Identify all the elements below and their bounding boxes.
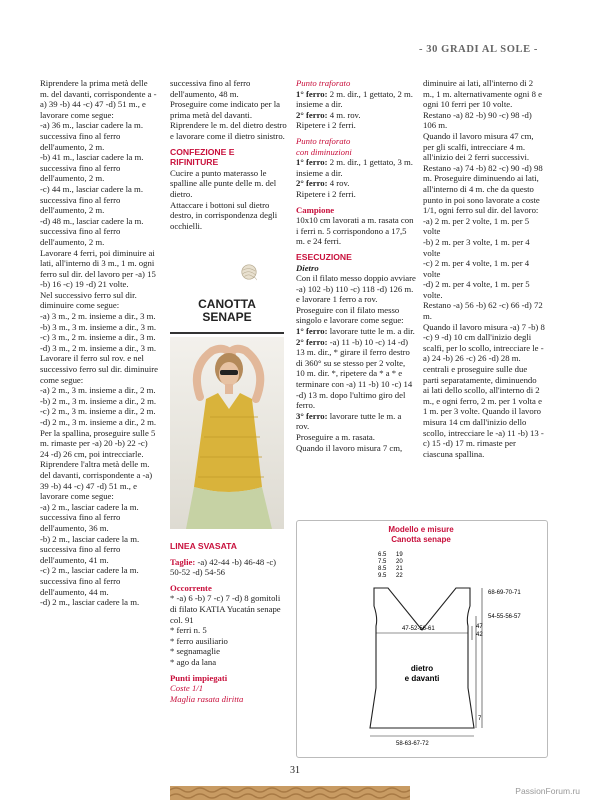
paragraph: -d) 2 m., 3 m. insieme a dir., 2 m. [40,417,157,427]
paragraph: -b) 2 m., lasciar cadere la m. successiva fino al ferro dell'aumento, 41 m. [40,533,140,565]
diagram-svg [296,548,546,754]
paragraph: Attaccare i bottoni sul dietro destro, in corrispondenza degli occhielli. [170,199,278,231]
instruction-row [296,157,416,178]
yarn-ball-icon [240,263,258,281]
paragraph: Nel successivo ferro sul dir. diminuire come segue: [40,289,137,311]
piece-label-2: e davanti [404,674,440,683]
instruction-row [296,337,416,411]
watermark-text: PassionForum.ru [515,786,580,796]
coste-heading: Coste 1/1 [170,683,204,694]
row-text: Quando il lavoro misura 7 cm, [296,442,403,453]
row-label: 2° ferro: [296,336,328,347]
diagram-title [296,525,546,545]
paragraph: -c) 2 m., 3 m. insieme a dir., 2 m. [40,406,156,417]
paragraph: Restano -a) 82 -b) 90 -c) 98 -d) 106 m. [423,109,532,131]
maglia-heading: Maglia rasata diritta [170,693,244,704]
row-text: 4 rov. [327,178,350,189]
column-2 [170,78,288,231]
campione-heading: Campione [296,204,335,215]
paragraph: -c) 3 m., 2 m. insieme a dir., 3 m. [40,332,156,343]
paragraph: -d) 3 m., 2 m. insieme a dir., 3 m. [40,342,157,353]
v42-label: 42 [476,632,483,638]
paragraph: -a) 2 m. per 2 volte, 1 m. per 5 volte [423,215,530,237]
taglie-label: Taglie: [170,556,196,567]
diagram-left-label: 8.5 [378,566,387,572]
row-text: 2 m. dir., 1 gettato, 3 m. insieme a dir. [296,157,413,178]
row-text: lavorare tutte le m. a rov. [296,410,402,432]
title-divider [170,332,284,334]
diagram-label-table [378,552,403,579]
page-number: 31 [290,765,300,776]
row-text: 2 m. dir., 1 gettato, 2 m. insieme a dir. [296,88,413,110]
diagram-title-line2: Canotta senape [391,535,451,544]
product-title-line1: CANOTTA [198,297,256,311]
instruction-row [296,273,416,326]
side-length-label: 54-55-56-57 [488,614,521,620]
diagram-right-label: 20 [396,559,403,565]
instruction-row [296,411,416,432]
instruction-row [296,189,416,200]
row-label: 1° ferro: [296,326,328,337]
paragraph: * -a) 6 -b) 7 -c) 7 -d) 8 gomitoli di filato KATIA Yucatán senape col. 91 [170,593,281,625]
garment-outline [370,588,474,728]
dimin-heading-1: Punto traforato [296,135,351,146]
paragraph: Riprendere l'altra metà delle m. del davanti, corrispondente a -a) 39 -b) 44 -c) 47 -d) 51 m., e lavorare come segue: [40,459,153,502]
paragraph: -d) 48 m., lasciar cadere la m. successiva fino al ferro dell'aumento, 2 m. [40,215,144,247]
paragraph: -a) 3 m., 2 m. insieme a dir., 3 m. [40,311,156,322]
taglie-line [170,557,288,578]
armhole-depth-label: 68-69-70-71 [488,590,521,596]
campione-text: 10x10 cm lavorati a m. rasata con i ferri n. 5 corrispondono a 17,5 m. e 24 ferri. [296,215,414,247]
product-title [170,298,284,324]
paragraph: Restano -a) 56 -b) 62 -c) 66 -d) 72 m. [423,300,543,322]
model-photo [170,337,284,529]
diagram-left-label: 7.5 [378,559,387,565]
taglie-value: -a) 42-44 -b) 46-48 -c) 50-52 -d) 54-56 [170,556,277,578]
running-header-text: - 30 GRADI AL SOLE - [418,44,538,55]
row-label: 2° ferro: [296,109,328,120]
punti-heading: Punti impiegati [170,672,228,683]
row-text: Ripetere i 2 ferri. [296,120,356,131]
diagram-right-label: 19 [396,552,403,558]
instruction-row [296,120,416,131]
piece-label-1: dietro [410,664,434,673]
dietro-heading: Dietro [296,262,319,273]
paragraph: * ferro ausiliario [170,635,228,646]
knit-texture-strip [170,786,410,800]
paragraph: -d) 2 m. per 4 volte, 1 m. per 5 volte. [423,279,530,300]
paragraph: Quando il lavoro misura 47 cm, per gli scalfi, intrecciare 4 m. all'inizio dei 2 ferri successivi. Restano -a) 74 -b) 82 -c) 90 -d) 98 m. Proseguire diminuendo ai lati, all'interno di 4 m. che da questo punto in poi sono lavorate a coste 1/1, ogni ferro sul dir. del lavoro: [423,130,543,216]
linea-heading: LINEA SVASATA [170,541,237,551]
column-4 [423,78,545,459]
row-text: Con il filato messo doppio avviare -a) 102 -b) 110 -c) 118 -d) 126 m. e lavorare 1 ferro a rov. Proseguire con il filato messo singolo e lavorare come segue: [296,273,416,326]
instruction-row [296,178,416,189]
column-3 [296,78,416,453]
paragraph: Proseguire come indicato per la prima metà del davanti. [170,99,281,120]
instruction-row [296,432,416,443]
diagram-title-line1: Modello e misure [388,525,454,534]
paragraph: Riprendere la prima metà delle m. del davanti, corrispondente a -a) 39 -b) 44 -c) 47 -d) 51 m., e lavorare come segue: [40,78,157,120]
paragraph: Cucire a punto materasso le spalline alle punte delle m. del dietro. [170,167,277,199]
diagram-left-label: 9.5 [378,573,387,579]
column-2-lower [170,541,288,704]
width-bottom-label: 58-63-67-72 [396,741,429,747]
paragraph: -c) 44 m., lasciar cadere la m. successiva fino al ferro dell'aumento, 2 m. [40,183,143,216]
paragraph: Lavorare 4 ferri, poi diminuire ai lati, all'interno di 3 m., 1 m. ogni ferro sul dir. del lavoro per -a) 15 -b) 16 -c) 19 -d) 21 volte. [40,247,156,290]
confezione-heading: CONFEZIONE E RIFINITURE [170,146,235,168]
width-top-label: 47-52-56-61 [402,626,435,632]
occorrente-heading: Occorrente [170,582,212,593]
diagram-left-label: 6.5 [378,552,387,558]
instruction-row [296,110,416,121]
paragraph: -c) 2 m., lasciar cadere la m. successiva fino al ferro dell'aumento, 44 m. [40,565,139,597]
row-text: Proseguire a m. rasata. [296,432,375,442]
v47-label: 47 [476,624,483,630]
row-text: lavorare tutte le m. a dir. [327,326,415,337]
row-text: Ripetere i 2 ferri. [296,188,356,199]
dimin-heading-2: con diminuzioni [296,146,352,157]
paragraph: * ago da lana [170,656,217,667]
model-photo-illustration [170,337,284,529]
paragraph: -c) 2 m. per 4 volte, 1 m. per 4 volte [423,258,530,279]
paragraph: -b) 41 m., lasciar cadere la m. successiva fino al ferro dell'aumento, 2 m. [40,152,144,184]
instruction-row [296,443,416,454]
paragraph: -b) 2 m. per 3 volte, 1 m. per 4 volte [423,236,530,258]
paragraph: -a) 2 m., lasciar cadere la m. successiva fino al ferro dell'aumento, 36 m. [40,501,139,533]
instruction-row [296,89,416,110]
paragraph: Per la spallina, proseguire sulle 5 m. rimaste per -a) 20 -b) 22 -c) 24 -d) 26 cm, poi intrecciarle. [40,427,156,459]
row-label: 1° ferro: [296,88,328,99]
diagram-right-label: 22 [396,573,403,579]
row-label: 2° ferro: [296,178,328,189]
hem-height-label: 7 [478,716,482,722]
paragraph: * segnamaglie [170,646,220,657]
paragraph: diminuire ai lati, all'interno di 2 m., 1 m. alternativamente ogni 8 e ogni 10 ferri per 10 volte. [423,78,542,110]
paragraph: -b) 2 m., 3 m. insieme a dir., 2 m. [40,395,157,406]
column-1 [40,78,158,608]
paragraph: Quando il lavoro misura -a) 7 -b) 8 -c) 9 -d) 10 cm dall'inizio degli scalfi, per lo scollo, intrecciare le -a) 24 -b) 26 -c) 26 -d) 28 m. centrali e proseguire sulle due parti separatamente, diminuendo ai lati dello scollo, all'interno di 2 m., e ogni ferro, 2 m. per 1 volta e 1 m. per 3 volte. Quando il lavoro misura 14 cm dall'inizio dello scollo, intrecciare le -a) 11 -b) 13 -c) 15 -d) 17 m. rimaste per ciascuna spallina. [423,321,545,459]
paragraph: -a) 2 m., 3 m. insieme a dir., 2 m. [40,385,156,396]
traforato-heading: Punto traforato [296,78,351,88]
instruction-row [296,326,416,337]
diagram-right-label: 21 [396,566,403,572]
row-label: 1° ferro: [296,157,328,168]
paragraph: * ferri n. 5 [170,625,207,636]
paragraph: Lavorare il ferro sul rov. e nel successivo ferro sul dir. diminuire come segue: [40,353,158,385]
row-label: 3° ferro: [296,410,328,421]
paragraph: -d) 2 m., lasciar cadere la m. [40,597,140,608]
paragraph: -a) 36 m., lasciar cadere la m. successiva fino al ferro dell'aumento, 2 m. [40,120,143,152]
row-text: 4 m. rov. [327,109,361,120]
esecuzione-heading: ESECUZIONE [296,251,352,262]
paragraph: successiva fino al ferro dell'aumento, 48 m. [170,78,251,99]
paragraph: Riprendere le m. del dietro destro e lavorare come il dietro sinistro. [170,120,287,141]
paragraph: -b) 3 m., 3 m. insieme a dir., 3 m. [40,321,157,332]
product-title-line2: SENAPE [202,310,252,324]
row-text: -a) 11 -b) 10 -c) 14 -d) 13 m. dir., * girare il ferro destro di 360° su se stesso per 2 volte, 10 m. dir. *, ripetere da * a * e terminare con -a) 11 -b) 10 -c) 14 -d) 13 m. dopo l'ultimo giro del ferro. [296,336,413,411]
